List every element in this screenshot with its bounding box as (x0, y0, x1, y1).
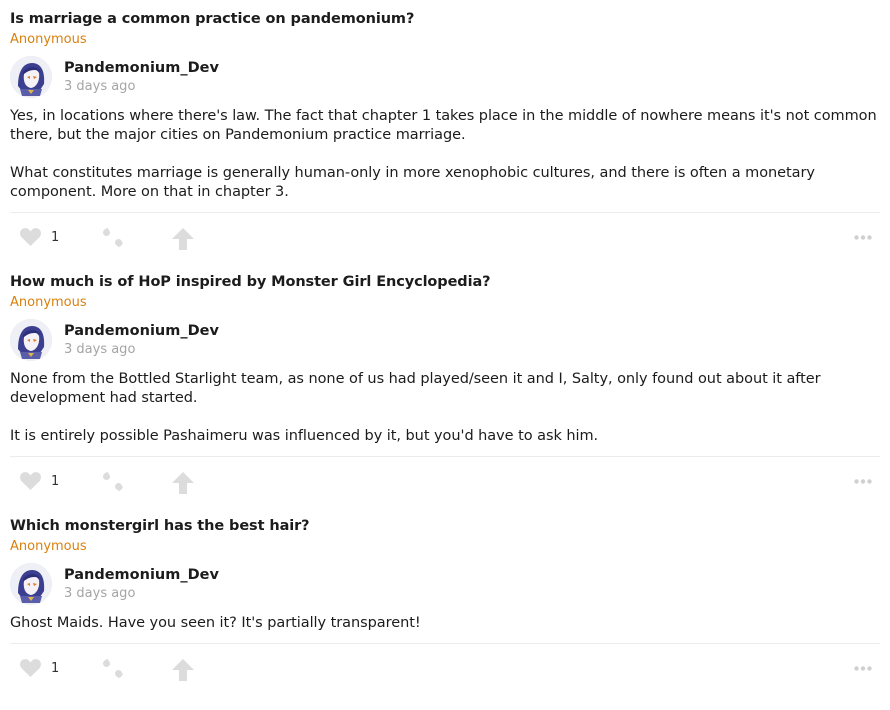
quote-button[interactable] (102, 472, 124, 492)
avatar[interactable] (10, 56, 52, 98)
post-timestamp: 3 days ago (64, 586, 136, 601)
quote-button[interactable] (102, 659, 124, 679)
action-bar (10, 213, 880, 263)
asker-name: Anonymous (10, 32, 87, 47)
share-arrow-icon (172, 228, 194, 250)
action-bar (10, 457, 880, 507)
asker-name: Anonymous (10, 539, 87, 554)
heart-icon (20, 472, 41, 490)
more-options-button[interactable] (854, 479, 872, 484)
answer-body (10, 107, 880, 202)
like-button[interactable] (20, 472, 59, 490)
answer-paragraph: Yes, in locations where there's law. The fact that chapter 1 takes place in the middle of nowhere means it's not common there, but the major cities on Pandemonium practice marriage. (10, 108, 877, 143)
share-button[interactable] (172, 472, 194, 494)
action-bar (10, 644, 880, 694)
like-count: 1 (51, 473, 60, 489)
like-count: 1 (51, 229, 60, 245)
quote-icon (102, 659, 124, 679)
like-button[interactable] (20, 659, 59, 677)
answer-body (10, 370, 880, 446)
more-options-button[interactable] (854, 235, 872, 240)
heart-icon (20, 228, 41, 246)
author-row (10, 562, 880, 606)
qa-card (10, 272, 880, 507)
author-name[interactable]: Pandemonium_Dev (64, 323, 219, 339)
answer-paragraph: Ghost Maids. Have you seen it? It's partially transparent! (10, 615, 421, 631)
answer-paragraph: None from the Bottled Starlight team, as none of us had played/seen it and I, Salty, only found out about it after development had started. (10, 371, 821, 406)
asker-name: Anonymous (10, 295, 87, 310)
heart-icon (20, 659, 41, 677)
like-button[interactable] (20, 228, 59, 246)
like-count: 1 (51, 660, 60, 676)
author-name[interactable]: Pandemonium_Dev (64, 567, 219, 583)
share-button[interactable] (172, 228, 194, 250)
more-options-button[interactable] (854, 666, 872, 671)
more-dots-icon (854, 666, 872, 671)
qa-card (10, 516, 880, 694)
question-text[interactable]: Is marriage a common practice on pandemonium? (10, 11, 415, 27)
author-name[interactable]: Pandemonium_Dev (64, 60, 219, 76)
share-arrow-icon (172, 659, 194, 681)
question-text[interactable]: How much is of HoP inspired by Monster Girl Encyclopedia? (10, 274, 491, 290)
answer-feed (10, 0, 880, 694)
answer-paragraph: It is entirely possible Pashaimeru was influenced by it, but you'd have to ask him. (10, 428, 599, 444)
more-dots-icon (854, 479, 872, 484)
answer-paragraph: What constitutes marriage is generally human-only in more xenophobic cultures, and there is often a monetary component. More on that in chapter 3. (10, 165, 815, 200)
quote-button[interactable] (102, 228, 124, 248)
author-row (10, 55, 880, 99)
post-timestamp: 3 days ago (64, 79, 136, 94)
qa-card (10, 9, 880, 263)
share-arrow-icon (172, 472, 194, 494)
quote-icon (102, 228, 124, 248)
author-row (10, 318, 880, 362)
avatar[interactable] (10, 319, 52, 361)
avatar[interactable] (10, 563, 52, 605)
more-dots-icon (854, 235, 872, 240)
quote-icon (102, 472, 124, 492)
answer-body (10, 614, 880, 633)
post-timestamp: 3 days ago (64, 342, 136, 357)
question-text[interactable]: Which monstergirl has the best hair? (10, 518, 310, 534)
share-button[interactable] (172, 659, 194, 681)
